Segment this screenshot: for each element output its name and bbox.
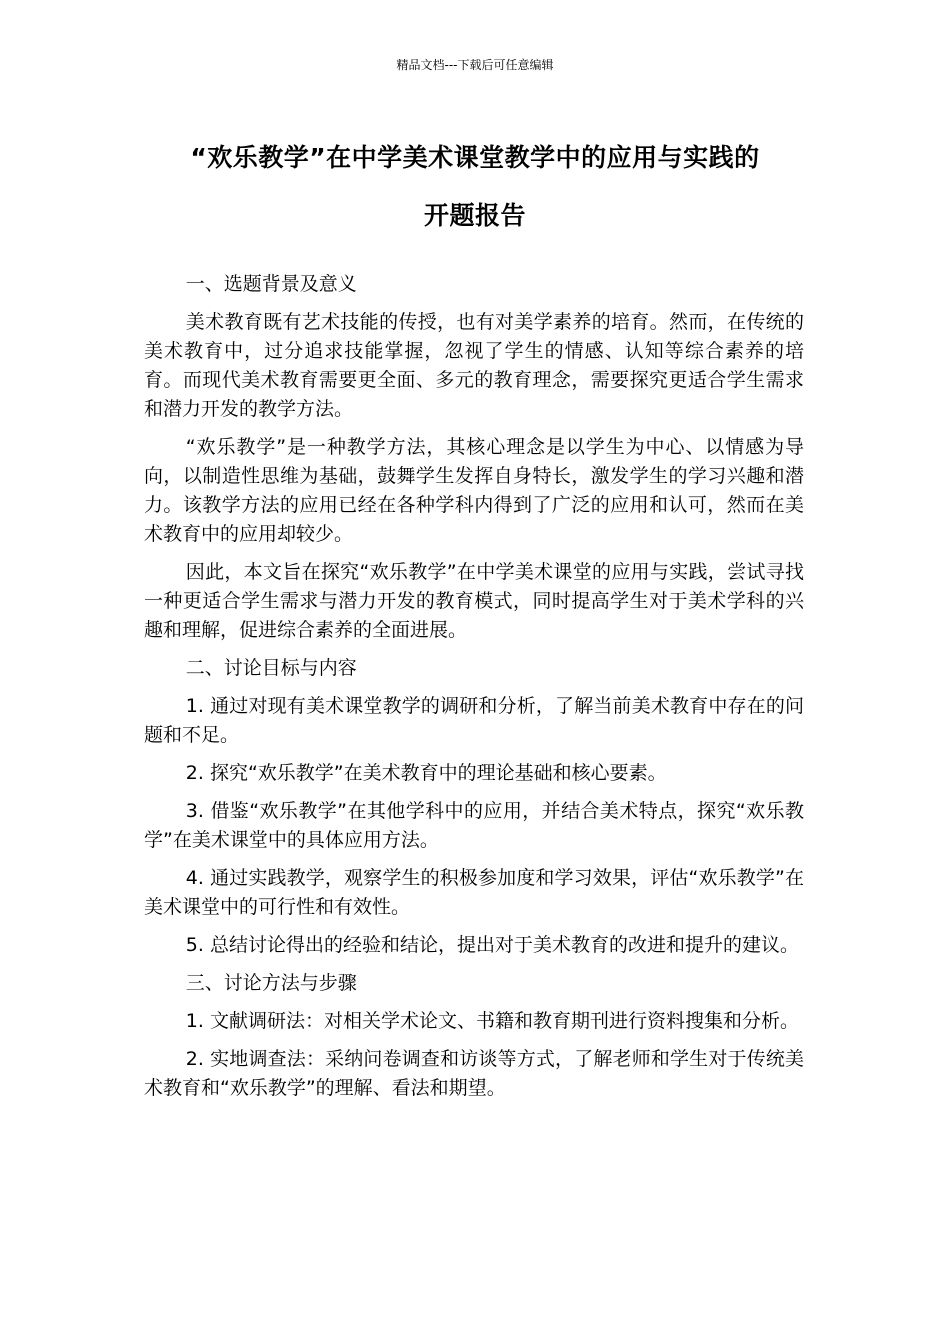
section-heading-background: 一、选题背景及意义 [185,273,357,295]
list-item: 4. 通过实践教学，观察学生的积极参加度和学习效果，评估“欢乐教学”在美术课堂中的可行性和有效性。 [144,867,804,918]
document-title-line-2: 开题报告 [423,201,526,230]
section-heading-methods: 三、讨论方法与步骤 [185,972,357,994]
section-heading-goals: 二、讨论目标与内容 [185,657,357,679]
list-item: 3. 借鉴“欢乐教学”在其他学科中的应用，并结合美术特点，探究“欢乐教学”在美术课堂中的具体应用方法。 [144,800,804,851]
page-header: 精品文档---下载后可任意编辑 [396,58,554,72]
document-title-line-1: “欢乐教学”在中学美术课堂教学中的应用与实践的 [190,143,760,172]
paragraph: 美术教育既有艺术技能的传授，也有对美学素养的培育。然而，在传统的美术教育中，过分追求技能掌握，忽视了学生的情感、认知等综合素养的培育。而现代美术教育需要更全面、多元的教育理念，需要探究更适合学生需求和潜力开发的教学方法。 [144,311,804,420]
list-item: 5. 总结讨论得出的经验和结论，提出对于美术教育的改进和提升的建议。 [185,934,799,956]
document-body [144,270,804,1112]
list-item: 1. 通过对现有美术课堂教学的调研和分析，了解当前美术教育中存在的问题和不足。 [144,695,804,746]
list-item: 2. 探究“欢乐教学”在美术教育中的理论基础和核心要素。 [185,762,667,784]
list-item: 1. 文献调研法：对相关学术论文、书籍和教育期刊进行资料搜集和分析。 [185,1010,799,1032]
list-item: 2. 实地调查法：采纳问卷调查和访谈等方式，了解老师和学生对于传统美术教育和“欢乐教学”的理解、看法和期望。 [144,1048,804,1099]
paragraph: “欢乐教学”是一种教学方法，其核心理念是以学生为中心、以情感为导向，以制造性思维为基础，鼓舞学生发挥自身特长，激发学生的学习兴趣和潜力。该教学方法的应用已经在各种学科内得到了广泛的应用和认可，然而在美术教育中的应用却较少。 [144,436,804,545]
paragraph: 因此，本文旨在探究“欢乐教学”在中学美术课堂的应用与实践，尝试寻找一种更适合学生需求与潜力开发的教育模式，同时提高学生对于美术学科的兴趣和理解，促进综合素养的全面进展。 [144,561,804,641]
